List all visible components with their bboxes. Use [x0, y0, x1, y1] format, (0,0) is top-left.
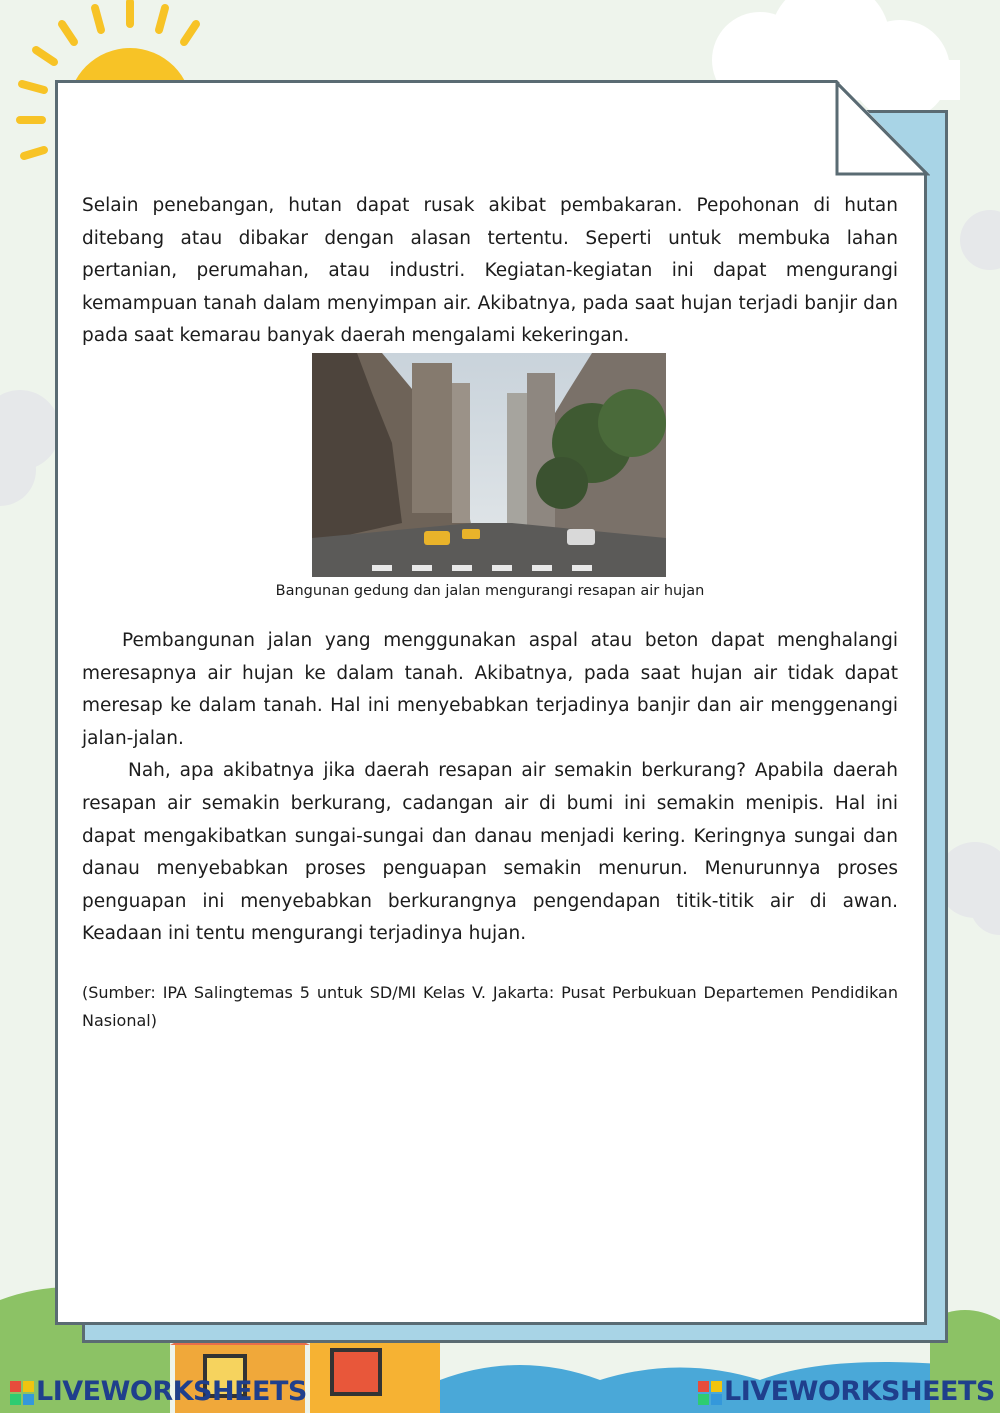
- live-logo-icon: [10, 1381, 34, 1405]
- paragraph-2: Pembangunan jalan yang menggunakan aspal atau beton dapat menghalangi meresapnya air hujan ke dalam tanah. Akibatnya, pada saat hujan air tidak dapat meresap ke dalam tanah. Hal ini menyebabkan terjadinya banjir dan air menggenangi jalan-jalan.: [82, 629, 898, 749]
- brand-text: LIVEWORKSHEETS: [36, 1376, 307, 1407]
- liveworksheets-brand-right[interactable]: [698, 1376, 995, 1407]
- liveworksheets-brand-left[interactable]: [10, 1376, 307, 1407]
- grey-cloud-left: [0, 390, 60, 506]
- city-street-photo: [312, 353, 666, 577]
- paragraph-3: Nah, apa akibatnya jika daerah resapan air semakin berkurang? Apabila daerah resapan air semakin berkurang, cadangan air di bumi ini semakin menipis. Hal ini dapat mengakibatkan sungai-sungai dan danau menjadi kering. Keringnya sungai dan danau menyebabkan proses penguapan semakin menurun. Menurunnya proses penguapan ini menyebabkan berkurangnya pengendapan titik-titik air di awan. Keadaan ini tentu mengurangi terjadinya hujan.: [82, 760, 898, 945]
- figure-caption: Bangunan gedung dan jalan mengurangi resapan air hujan: [275, 582, 705, 599]
- brand-text: LIVEWORKSHEETS: [724, 1376, 995, 1407]
- worksheet-content: [82, 190, 898, 1035]
- page-fold-corner: [834, 80, 930, 176]
- live-logo-icon: [698, 1381, 722, 1405]
- source-citation: (Sumber: IPA Salingtemas 5 untuk SD/MI Kelas V. Jakarta: Pusat Perbukuan Departemen Pendidikan Nasional): [82, 982, 898, 1030]
- paragraph-1: Selain penebangan, hutan dapat rusak akibat pembakaran. Pepohonan di hutan ditebang atau dibakar dengan alasan tertentu. Seperti untuk membuka lahan pertanian, perumahan, atau industri. Kegiatan-kegiatan ini dapat mengurangi kemampuan tanah dalam menyimpan air. Akibatnya, pada saat hujan terjadi banjir dan pada saat kemarau banyak daerah mengalami kekeringan.: [82, 195, 898, 347]
